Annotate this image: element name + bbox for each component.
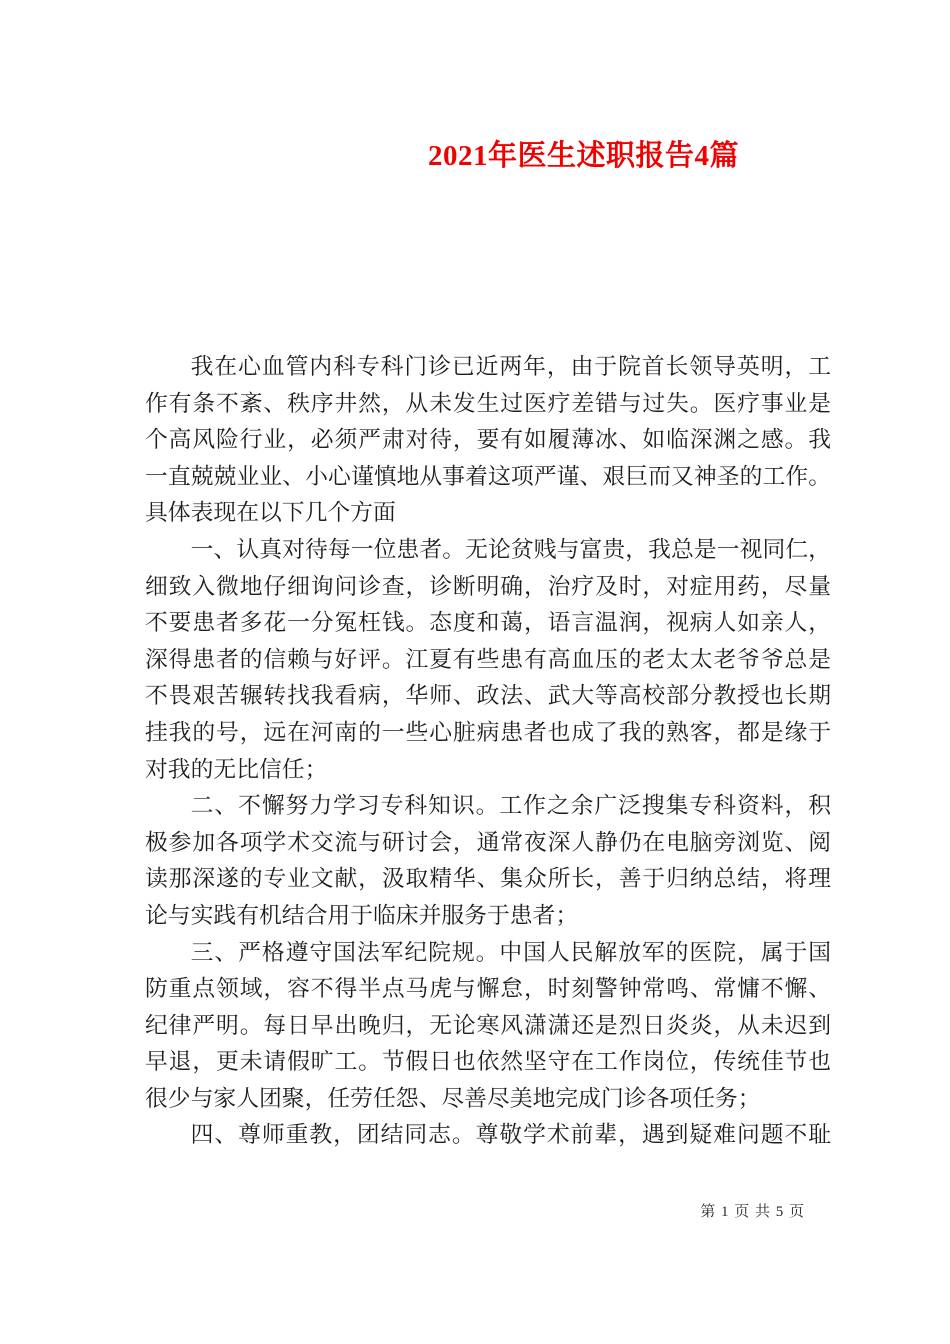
- text-line: 细致入微地仔细询问诊查，诊断明确，治疗及时，对症用药，尽量: [145, 573, 831, 599]
- paragraph-point-4: [145, 1117, 831, 1154]
- text-line: 论与实践有机结合用于临床并服务于患者；: [145, 902, 579, 928]
- text-line: 具体表现在以下几个方面: [145, 500, 396, 526]
- text-line: 三、严格遵守国法军纪院规。中国人民解放军的医院，属于国: [190, 939, 831, 965]
- text-line: 一直兢兢业业、小心谨慎地从事着这项严谨、艰巨而又神圣的工作。: [145, 463, 831, 489]
- page-number-indicator: 第 1 页 共 5 页: [700, 1204, 805, 1220]
- paragraph-intro: [145, 349, 831, 532]
- text-line: 防重点领域，容不得半点马虎与懈怠，时刻警钟常鸣、常慵不懈、: [145, 976, 831, 1002]
- document-title: 2021年医生述职报告4篇: [428, 140, 740, 172]
- text-line: 我在心血管内科专科门诊已近两年，由于院首长领导英明，工: [190, 354, 831, 379]
- text-line: 挂我的号，远在河南的一些心脏病患者也成了我的熟客，都是缘于: [145, 719, 831, 745]
- text-line: 四、尊师重教，团结同志。尊敬学术前辈，遇到疑难问题不耻: [190, 1122, 831, 1148]
- paragraph-point-2: [145, 788, 831, 934]
- text-line: 早退，更未请假旷工。节假日也依然坚守在工作岗位，传统佳节也: [145, 1049, 831, 1075]
- text-line: 一、认真对待每一位患者。无论贫贱与富贵，我总是一视同仁，: [190, 536, 831, 562]
- document-body: [145, 349, 831, 1154]
- paragraph-point-1: [145, 532, 831, 788]
- text-line: 极参加各项学术交流与研讨会，通常夜深人静仍在电脑旁浏览、阅: [145, 829, 831, 855]
- text-line: 不要患者多花一分冤枉钱。态度和蔼，语言温润，视病人如亲人，: [145, 610, 831, 636]
- text-line: 很少与家人团聚，任劳任怨、尽善尽美地完成门诊各项任务；: [145, 1085, 761, 1111]
- text-line: 深得患者的信赖与好评。江夏有些患有高血压的老太太老爷爷总是: [145, 646, 831, 672]
- text-line: 对我的无比信任；: [145, 756, 328, 782]
- text-line: 纪律严明。每日早出晚归，无论寒风潇潇还是烈日炎炎，从未迟到: [145, 1012, 831, 1038]
- text-line: 读那深遂的专业文献，汲取精华、集众所长，善于归纳总结，将理: [145, 866, 831, 892]
- text-line: 不畏艰苦辗转找我看病，华师、政法、武大等高校部分教授也长期: [145, 683, 831, 709]
- text-line: 个高风险行业，必须严肃对待，要有如履薄冰、如临深渊之感。我: [145, 427, 831, 453]
- paragraph-point-3: [145, 935, 831, 1118]
- text-line: 二、不懈努力学习专科知识。工作之余广泛搜集专科资料，积: [190, 793, 831, 819]
- text-line: 作有条不紊、秩序井然，从未发生过医疗差错与过失。医疗事业是: [145, 390, 831, 416]
